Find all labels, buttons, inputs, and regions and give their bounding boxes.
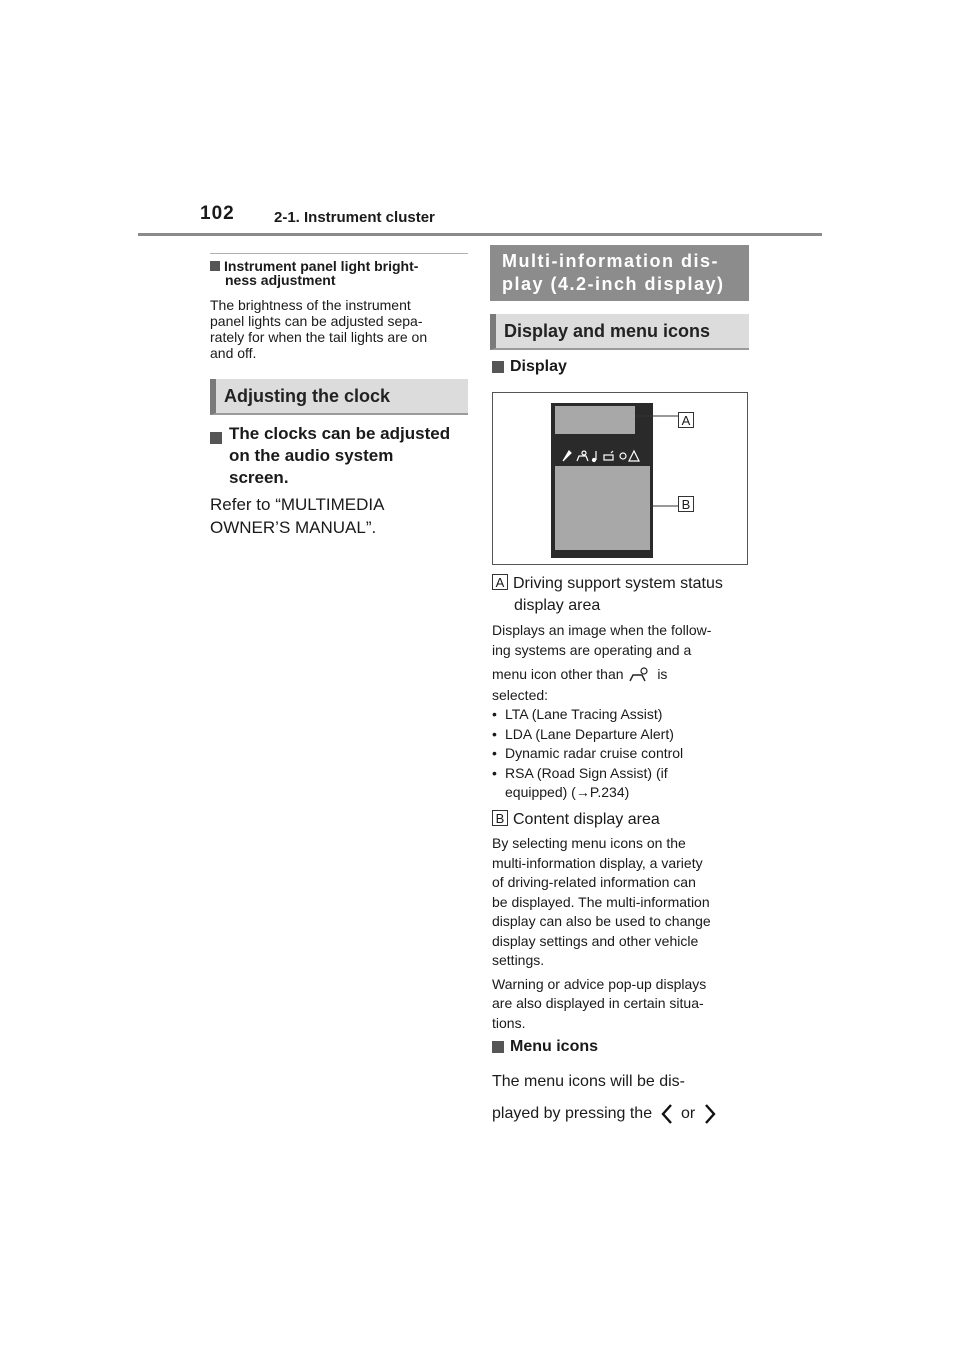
note-divider: [210, 253, 468, 254]
menu-icons-body: The menu icons will be dis- played by pressing the or: [492, 1066, 752, 1130]
square-bullet-icon: [492, 361, 504, 373]
clock-body: Refer to “MULTIMEDIA OWNER’S MANUAL”.: [210, 495, 385, 537]
display-subheading: Display: [492, 358, 567, 376]
item-a-title: A Driving support system status display area: [492, 573, 752, 617]
supported-systems-list: [492, 705, 748, 803]
callout-a-badge: A: [678, 412, 694, 428]
chevron-left-icon: [657, 1102, 677, 1126]
list-item-continuation: equipped) (→P.234): [505, 784, 630, 800]
page-reference-link[interactable]: P.234: [589, 784, 625, 800]
item-b-title: B Content display area: [492, 809, 752, 831]
callout-b-badge: B: [492, 810, 508, 826]
note-heading: Instrument panel light bright- ness adjustment: [210, 259, 470, 287]
clock-section-heading: Adjusting the clock: [210, 379, 468, 415]
callout-a-badge: A: [492, 574, 508, 590]
area-a-shape: [555, 406, 635, 434]
driving-support-icon: [627, 666, 653, 684]
arrow-right-icon: →: [575, 784, 590, 800]
list-item: • LTA (Lane Tracing Assist): [492, 706, 663, 722]
section-title: 2-1. Instrument cluster: [274, 209, 435, 226]
item-b-description: By selecting menu icons on the multi-information display, a variety of driving-related information can be displayed. The multi-information display can also be used to change display settings and other vehicle settings. Warning or advice pop-up displays are also displayed in certain situa- tions.: [492, 835, 711, 1031]
multi-info-heading: Multi-information dis- play (4.2-inch display): [490, 245, 749, 301]
clock-subheading: The clocks can be adjusted on the audio system screen.: [210, 423, 472, 489]
display-menu-icons-heading: Display and menu icons: [490, 314, 749, 350]
chevron-right-icon: [700, 1102, 720, 1126]
square-bullet-icon: [210, 432, 222, 444]
display-figure: [492, 392, 748, 565]
callout-b-badge: B: [678, 496, 694, 512]
list-item: • RSA (Road Sign Assist) (if: [492, 764, 668, 781]
header-divider: [138, 233, 822, 236]
multi-info-display-illustration: [493, 393, 747, 564]
note-body: The brightness of the instrument panel lights can be adjusted sepa- rately for when the tail lights are on and off.: [210, 297, 428, 361]
square-bullet-icon: [492, 1041, 504, 1053]
area-b-shape: [555, 466, 650, 550]
item-a-description: Displays an image when the follow- ing systems are operating and a menu icon other than is selected: • LTA (Lane Tracing Assist) • LDA (Lane Departure Alert) • Dynamic radar cruise control • RSA (Road Sign Assist) (if equipped) (→P.234): [492, 621, 748, 803]
menu-icons-subheading: Menu icons: [492, 1038, 598, 1056]
page-number: 102: [200, 203, 235, 224]
list-item: • Dynamic radar cruise control: [492, 745, 684, 761]
list-item: • LDA (Lane Departure Alert): [492, 725, 674, 742]
square-bullet-icon: [210, 261, 220, 271]
